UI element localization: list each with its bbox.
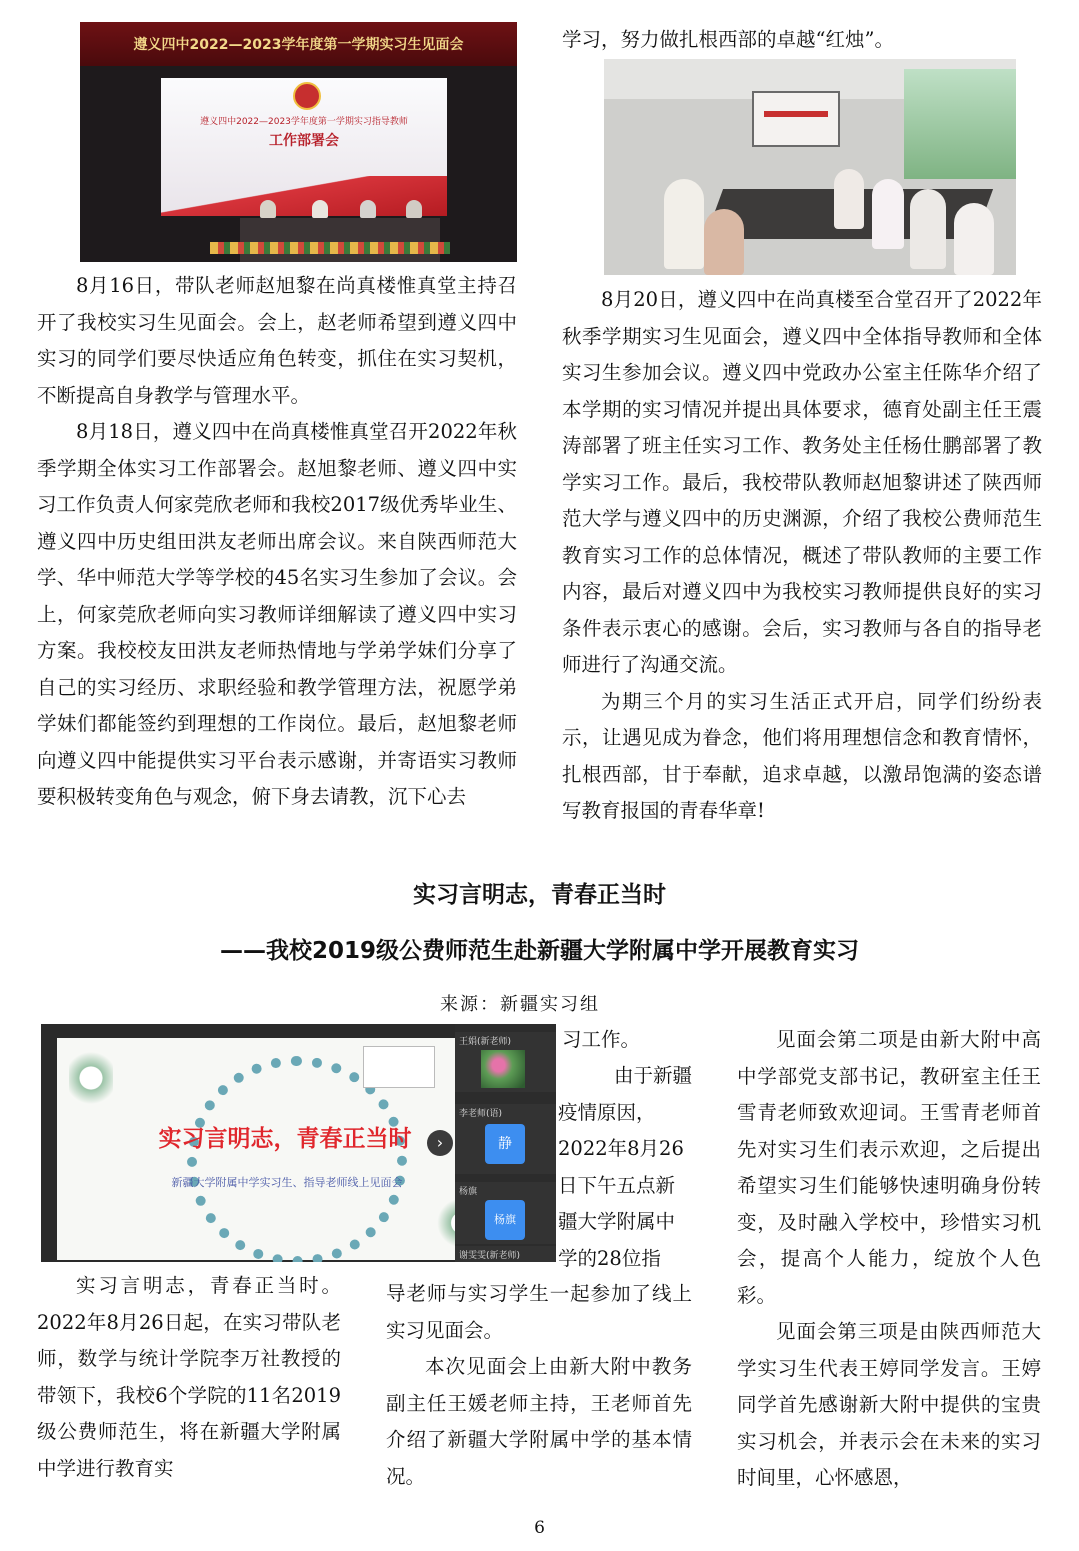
thumbnail-preview <box>363 1046 435 1088</box>
avatar: 静 <box>485 1124 525 1164</box>
article-title: 实习言明志，青春正当时 <box>413 882 666 908</box>
photo-online-meeting <box>41 1024 556 1262</box>
bottom-middle-narrow-text <box>558 1058 692 1277</box>
photo-meeting-hall <box>80 22 517 262</box>
paragraph: 为期三个月的实习生活正式开启，同学们纷纷表示，让遇见成为眷念，他们将用理想信念和教育情怀，扎根西部，甘于奉献，追求卓越，以激昂饱满的姿态谱写教育报国的青春华章! <box>562 689 1042 822</box>
continuation-line: 学习，努力做扎根西部的卓越“红烛”。 <box>562 28 894 51</box>
bottom-right-column <box>737 1022 1041 1497</box>
shared-screen <box>57 1038 497 1260</box>
participant-tile: 王娟(新老师) <box>455 1032 556 1092</box>
wall-screen <box>752 91 840 147</box>
paragraph: 见面会第二项是由新大附中高中学部党支部书记，教研室主任王雪青老师致欢迎词。王雪青老师首先对实习生们表示欢迎，之后提出希望实习生们能够快速明确身份转变，及时融入学校中，珍惜实习机会，提高个人能力，绽放个人色彩。 <box>737 1028 1041 1307</box>
text-line: 由于新疆 <box>613 1064 692 1087</box>
school-logo <box>293 82 321 110</box>
article-source: 来源：新疆实习组 <box>440 994 600 1015</box>
continuation-line: 习工作。 <box>562 1028 641 1051</box>
paragraph: 导老师与实习学生一起参加了线上实习见面会。 <box>386 1282 692 1342</box>
stage-table <box>240 218 440 262</box>
avatar: 杨旗 <box>485 1200 525 1240</box>
banner-text: 遵义四中2022—2023学年度第一学期实习生见面会 <box>133 37 464 53</box>
article-subtitle: ——我校2019级公费师范生赴新疆大学附属中学开展教育实习 <box>219 938 859 964</box>
text-line: 2022年8月26 <box>558 1137 684 1160</box>
text-line: 日下午五点新 <box>558 1173 676 1197</box>
top-right-continuation <box>562 22 1042 59</box>
participant-tile: 谢雯雯(新老师) <box>455 1246 556 1262</box>
paragraph: 8月16日，带队老师赵旭黎在尚真楼惟真堂主持召开了我校实习生见面会。会上，赵老师希望到遵义四中实习的同学们要尽快适应角色转变，抓住在实习契机，不断提高自身教学与管理水平。 <box>37 274 517 407</box>
projection-screen <box>161 78 447 216</box>
flower-decoration-left <box>69 1048 113 1108</box>
screen-title: 遵义四中2022—2023学年度第一学期实习指导教师 <box>200 117 408 127</box>
bottom-middle-continuation <box>562 1022 690 1059</box>
online-subtitle: 新疆大学附属中学实习生、指导老师线上见面会 <box>171 1176 403 1189</box>
online-title: 实习言明志，青春正当时 <box>158 1126 412 1152</box>
top-right-column <box>562 282 1042 830</box>
speaker-figures <box>260 200 430 220</box>
top-left-column <box>37 268 517 816</box>
participant-tile: 李老师(语) 静 <box>455 1104 556 1174</box>
attendees <box>604 149 1016 275</box>
page-number: 6 <box>534 1518 545 1538</box>
photo-meeting-room <box>604 59 1016 275</box>
participant-tile: 杨旗 杨旗 <box>455 1182 556 1244</box>
paragraph: 见面会第三项是由陕西师范大学实习生代表王婷同学发言。王婷同学首先感谢新大附中提供的宝贵实习机会，并表示会在未来的实习时间里，心怀感恩， <box>737 1320 1041 1489</box>
text-line: 学的28位指 <box>558 1246 661 1270</box>
participant-panel <box>455 1024 556 1262</box>
paragraph: 8月20日，遵义四中在尚真楼至合堂召开了2022年秋季学期实习生见面会，遵义四中全体指导教师和全体实习生参加会议。遵义四中党政办公室主任陈华介绍了本学期的实习情况并提出具体要求，德育处副主任王震涛部署了班主任实习工作、教务处主任杨仕鹏部署了教学实习工作。最后，我校带队教师赵旭黎讲述了陕西师范大学与遵义四中的历史渊源，介绍了我校公费师范生教育实习工作的总体情况，概述了带队教师的主要工作内容，最后对遵义四中为我校实习教师提供良好的实习条件表示衷心的感谢。会后，实习教师与各自的指导老师进行了沟通交流。 <box>562 288 1042 676</box>
bottom-left-column <box>37 1268 341 1487</box>
screen-subtitle: 工作部署会 <box>269 133 339 149</box>
paragraph: 8月18日，遵义四中在尚真楼惟真堂召开2022年秋季学期全体实习工作部署会。赵旭黎老师、遵义四中实习工作负责人何家莞欣老师和我校2017级优秀毕业生、遵义四中历史组田洪友老师出席会议。来自陕西师范大学、华中师范大学等学校的45名实习生参加了会议。会上，何家莞欣老师向实习教师详细解读了遵义四中实习方案。我校校友田洪友老师热情地与学弟学妹们分享了自己的实习经历、求职经验和教学管理方法，祝愿学弟学妹们都能签约到理想的工作岗位。最后，赵旭黎老师向遵义四中能提供实习平台表示感谢，并寄语实习教师要积极转变角色与观念，俯下身去请教，沉下心去 <box>37 420 517 808</box>
chevron-right-icon[interactable]: › <box>427 1130 453 1156</box>
bottom-middle-column <box>386 1276 692 1495</box>
flowers <box>210 242 450 254</box>
text-line: 疆大学附属中 <box>558 1210 676 1233</box>
flower-photo <box>481 1050 525 1088</box>
paragraph: 实习言明志，青春正当时。2022年8月26日起，在实习带队老师，数学与统计学院李万社教授的带领下，我校6个学院的11名2019级公费师范生，将在新疆大学附属中学进行教育实 <box>37 1274 341 1480</box>
paragraph: 本次见面会上由新大附中教务副主任王媛老师主持，王老师首先介绍了新疆大学附属中学的基本情况。 <box>386 1355 692 1488</box>
text-line: 疫情原因， <box>558 1100 656 1124</box>
